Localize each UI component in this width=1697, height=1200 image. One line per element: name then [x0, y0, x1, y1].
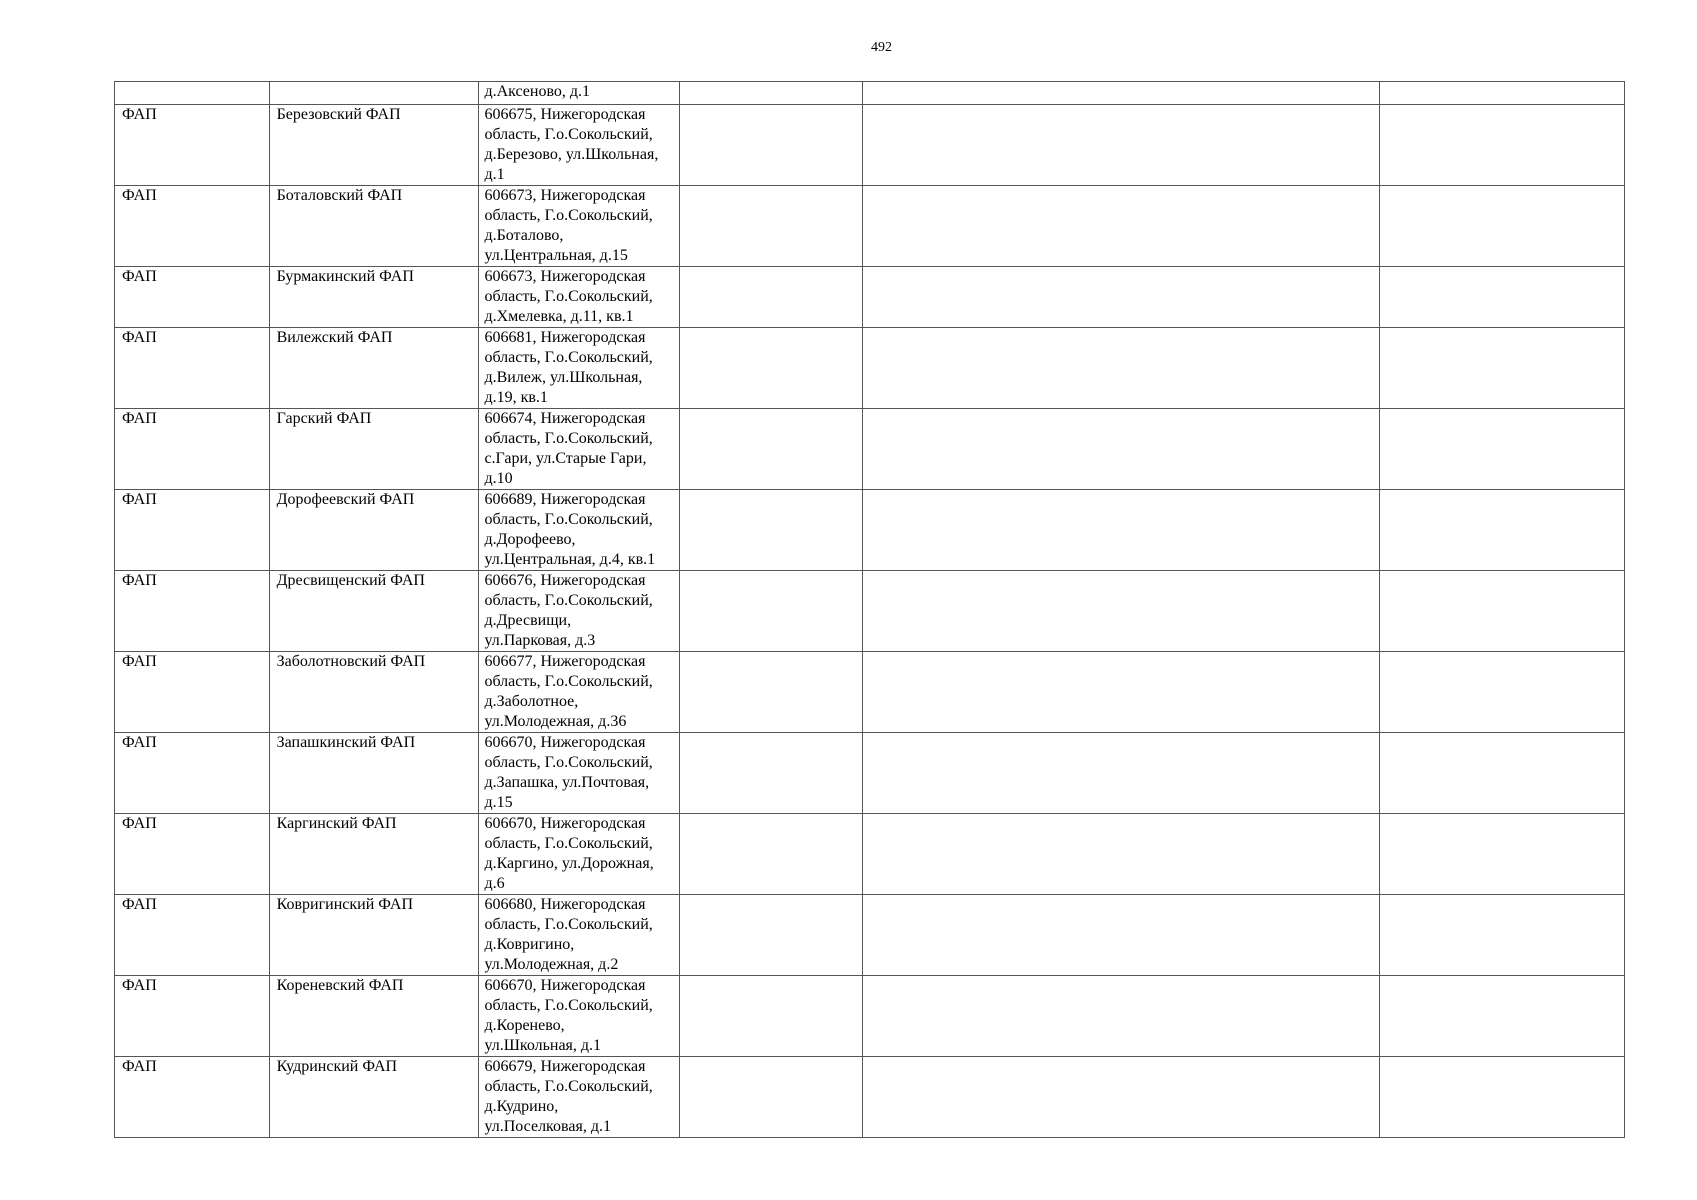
table-row [115, 328, 1625, 409]
cell-facility-name: Ковригинский ФАП [269, 895, 479, 976]
cell-column-4 [680, 895, 863, 976]
table-row [115, 976, 1625, 1057]
cell-facility-address: д.Аксеново, д.1 [479, 82, 680, 105]
cell-facility-type: ФАП [115, 571, 270, 652]
cell-facility-type: ФАП [115, 105, 270, 186]
cell-column-4 [680, 814, 863, 895]
cell-column-5 [862, 652, 1379, 733]
table-row [115, 82, 1625, 105]
cell-column-4 [680, 976, 863, 1057]
cell-column-6 [1380, 186, 1625, 267]
cell-facility-address: 606680, Нижегородская область, Г.о.Сокольский, д.Ковригино, ул.Молодежная, д.2 [479, 895, 680, 976]
cell-facility-type: ФАП [115, 267, 270, 328]
cell-column-4 [680, 267, 863, 328]
cell-column-5 [862, 814, 1379, 895]
cell-facility-address: 606670, Нижегородская область, Г.о.Сокольский, д.Каргино, ул.Дорожная, д.6 [479, 814, 680, 895]
cell-facility-type: ФАП [115, 652, 270, 733]
cell-column-4 [680, 328, 863, 409]
cell-facility-name: Гарский ФАП [269, 409, 479, 490]
cell-facility-name [269, 82, 479, 105]
cell-facility-type: ФАП [115, 490, 270, 571]
cell-column-6 [1380, 105, 1625, 186]
table-row [115, 267, 1625, 328]
cell-facility-address: 606677, Нижегородская область, Г.о.Сокольский, д.Заболотное, ул.Молодежная, д.36 [479, 652, 680, 733]
cell-facility-name: Кудринский ФАП [269, 1057, 479, 1138]
cell-column-4 [680, 733, 863, 814]
cell-column-5 [862, 409, 1379, 490]
cell-facility-type: ФАП [115, 976, 270, 1057]
cell-facility-type: ФАП [115, 1057, 270, 1138]
cell-facility-name: Бурмакинский ФАП [269, 267, 479, 328]
table-row [115, 652, 1625, 733]
cell-column-5 [862, 186, 1379, 267]
cell-column-4 [680, 105, 863, 186]
cell-facility-address: 606679, Нижегородская область, Г.о.Сокольский, д.Кудрино, ул.Поселковая, д.1 [479, 1057, 680, 1138]
page-number: 492 [871, 40, 892, 55]
cell-column-6 [1380, 267, 1625, 328]
cell-column-4 [680, 571, 863, 652]
table-row [115, 733, 1625, 814]
cell-column-6 [1380, 328, 1625, 409]
cell-column-6 [1380, 976, 1625, 1057]
cell-column-5 [862, 328, 1379, 409]
cell-column-5 [862, 105, 1379, 186]
cell-facility-name: Дресвищенский ФАП [269, 571, 479, 652]
cell-column-6 [1380, 895, 1625, 976]
cell-column-5 [862, 976, 1379, 1057]
cell-column-5 [862, 82, 1379, 105]
cell-facility-address: 606670, Нижегородская область, Г.о.Сокольский, д.Запашка, ул.Почтовая, д.15 [479, 733, 680, 814]
table-row [115, 409, 1625, 490]
table-row [115, 186, 1625, 267]
cell-column-4 [680, 409, 863, 490]
cell-column-4 [680, 1057, 863, 1138]
table-row [115, 895, 1625, 976]
cell-facility-type: ФАП [115, 186, 270, 267]
table-row [115, 571, 1625, 652]
cell-column-6 [1380, 409, 1625, 490]
cell-facility-type: ФАП [115, 895, 270, 976]
cell-column-6 [1380, 652, 1625, 733]
cell-facility-name: Кореневский ФАП [269, 976, 479, 1057]
cell-facility-type: ФАП [115, 409, 270, 490]
cell-facility-address: 606676, Нижегородская область, Г.о.Сокольский, д.Дресвищи, ул.Парковая, д.3 [479, 571, 680, 652]
cell-facility-address: 606673, Нижегородская область, Г.о.Сокольский, д.Боталово, ул.Центральная, д.15 [479, 186, 680, 267]
cell-facility-address: 606674, Нижегородская область, Г.о.Сокольский, с.Гари, ул.Старые Гари, д.10 [479, 409, 680, 490]
cell-column-6 [1380, 733, 1625, 814]
table-row [115, 1057, 1625, 1138]
cell-column-5 [862, 733, 1379, 814]
cell-column-5 [862, 895, 1379, 976]
cell-facility-type [115, 82, 270, 105]
cell-facility-type: ФАП [115, 814, 270, 895]
cell-column-5 [862, 267, 1379, 328]
cell-facility-address: 606689, Нижегородская область, Г.о.Сокольский, д.Дорофеево, ул.Центральная, д.4, кв.1 [479, 490, 680, 571]
cell-facility-name: Березовский ФАП [269, 105, 479, 186]
cell-facility-type: ФАП [115, 328, 270, 409]
table-body [115, 82, 1625, 1138]
cell-facility-name: Вилежский ФАП [269, 328, 479, 409]
cell-column-4 [680, 652, 863, 733]
cell-facility-address: 606673, Нижегородская область, Г.о.Сокольский, д.Хмелевка, д.11, кв.1 [479, 267, 680, 328]
cell-facility-address: 606675, Нижегородская область, Г.о.Сокольский, д.Березово, ул.Школьная, д.1 [479, 105, 680, 186]
cell-column-4 [680, 82, 863, 105]
cell-facility-name: Каргинский ФАП [269, 814, 479, 895]
facilities-table [114, 81, 1625, 1138]
cell-facility-name: Запашкинский ФАП [269, 733, 479, 814]
cell-facility-type: ФАП [115, 733, 270, 814]
table-row [115, 105, 1625, 186]
cell-column-4 [680, 186, 863, 267]
cell-facility-name: Заболотновский ФАП [269, 652, 479, 733]
table-row [115, 490, 1625, 571]
cell-column-5 [862, 571, 1379, 652]
cell-column-5 [862, 490, 1379, 571]
cell-column-6 [1380, 82, 1625, 105]
cell-column-6 [1380, 490, 1625, 571]
cell-column-4 [680, 490, 863, 571]
cell-column-5 [862, 1057, 1379, 1138]
table-row [115, 814, 1625, 895]
cell-column-6 [1380, 571, 1625, 652]
cell-column-6 [1380, 1057, 1625, 1138]
cell-facility-name: Дорофеевский ФАП [269, 490, 479, 571]
cell-facility-address: 606681, Нижегородская область, Г.о.Сокольский, д.Вилеж, ул.Школьная, д.19, кв.1 [479, 328, 680, 409]
cell-facility-address: 606670, Нижегородская область, Г.о.Сокольский, д.Коренево, ул.Школьная, д.1 [479, 976, 680, 1057]
cell-column-6 [1380, 814, 1625, 895]
cell-facility-name: Боталовский ФАП [269, 186, 479, 267]
